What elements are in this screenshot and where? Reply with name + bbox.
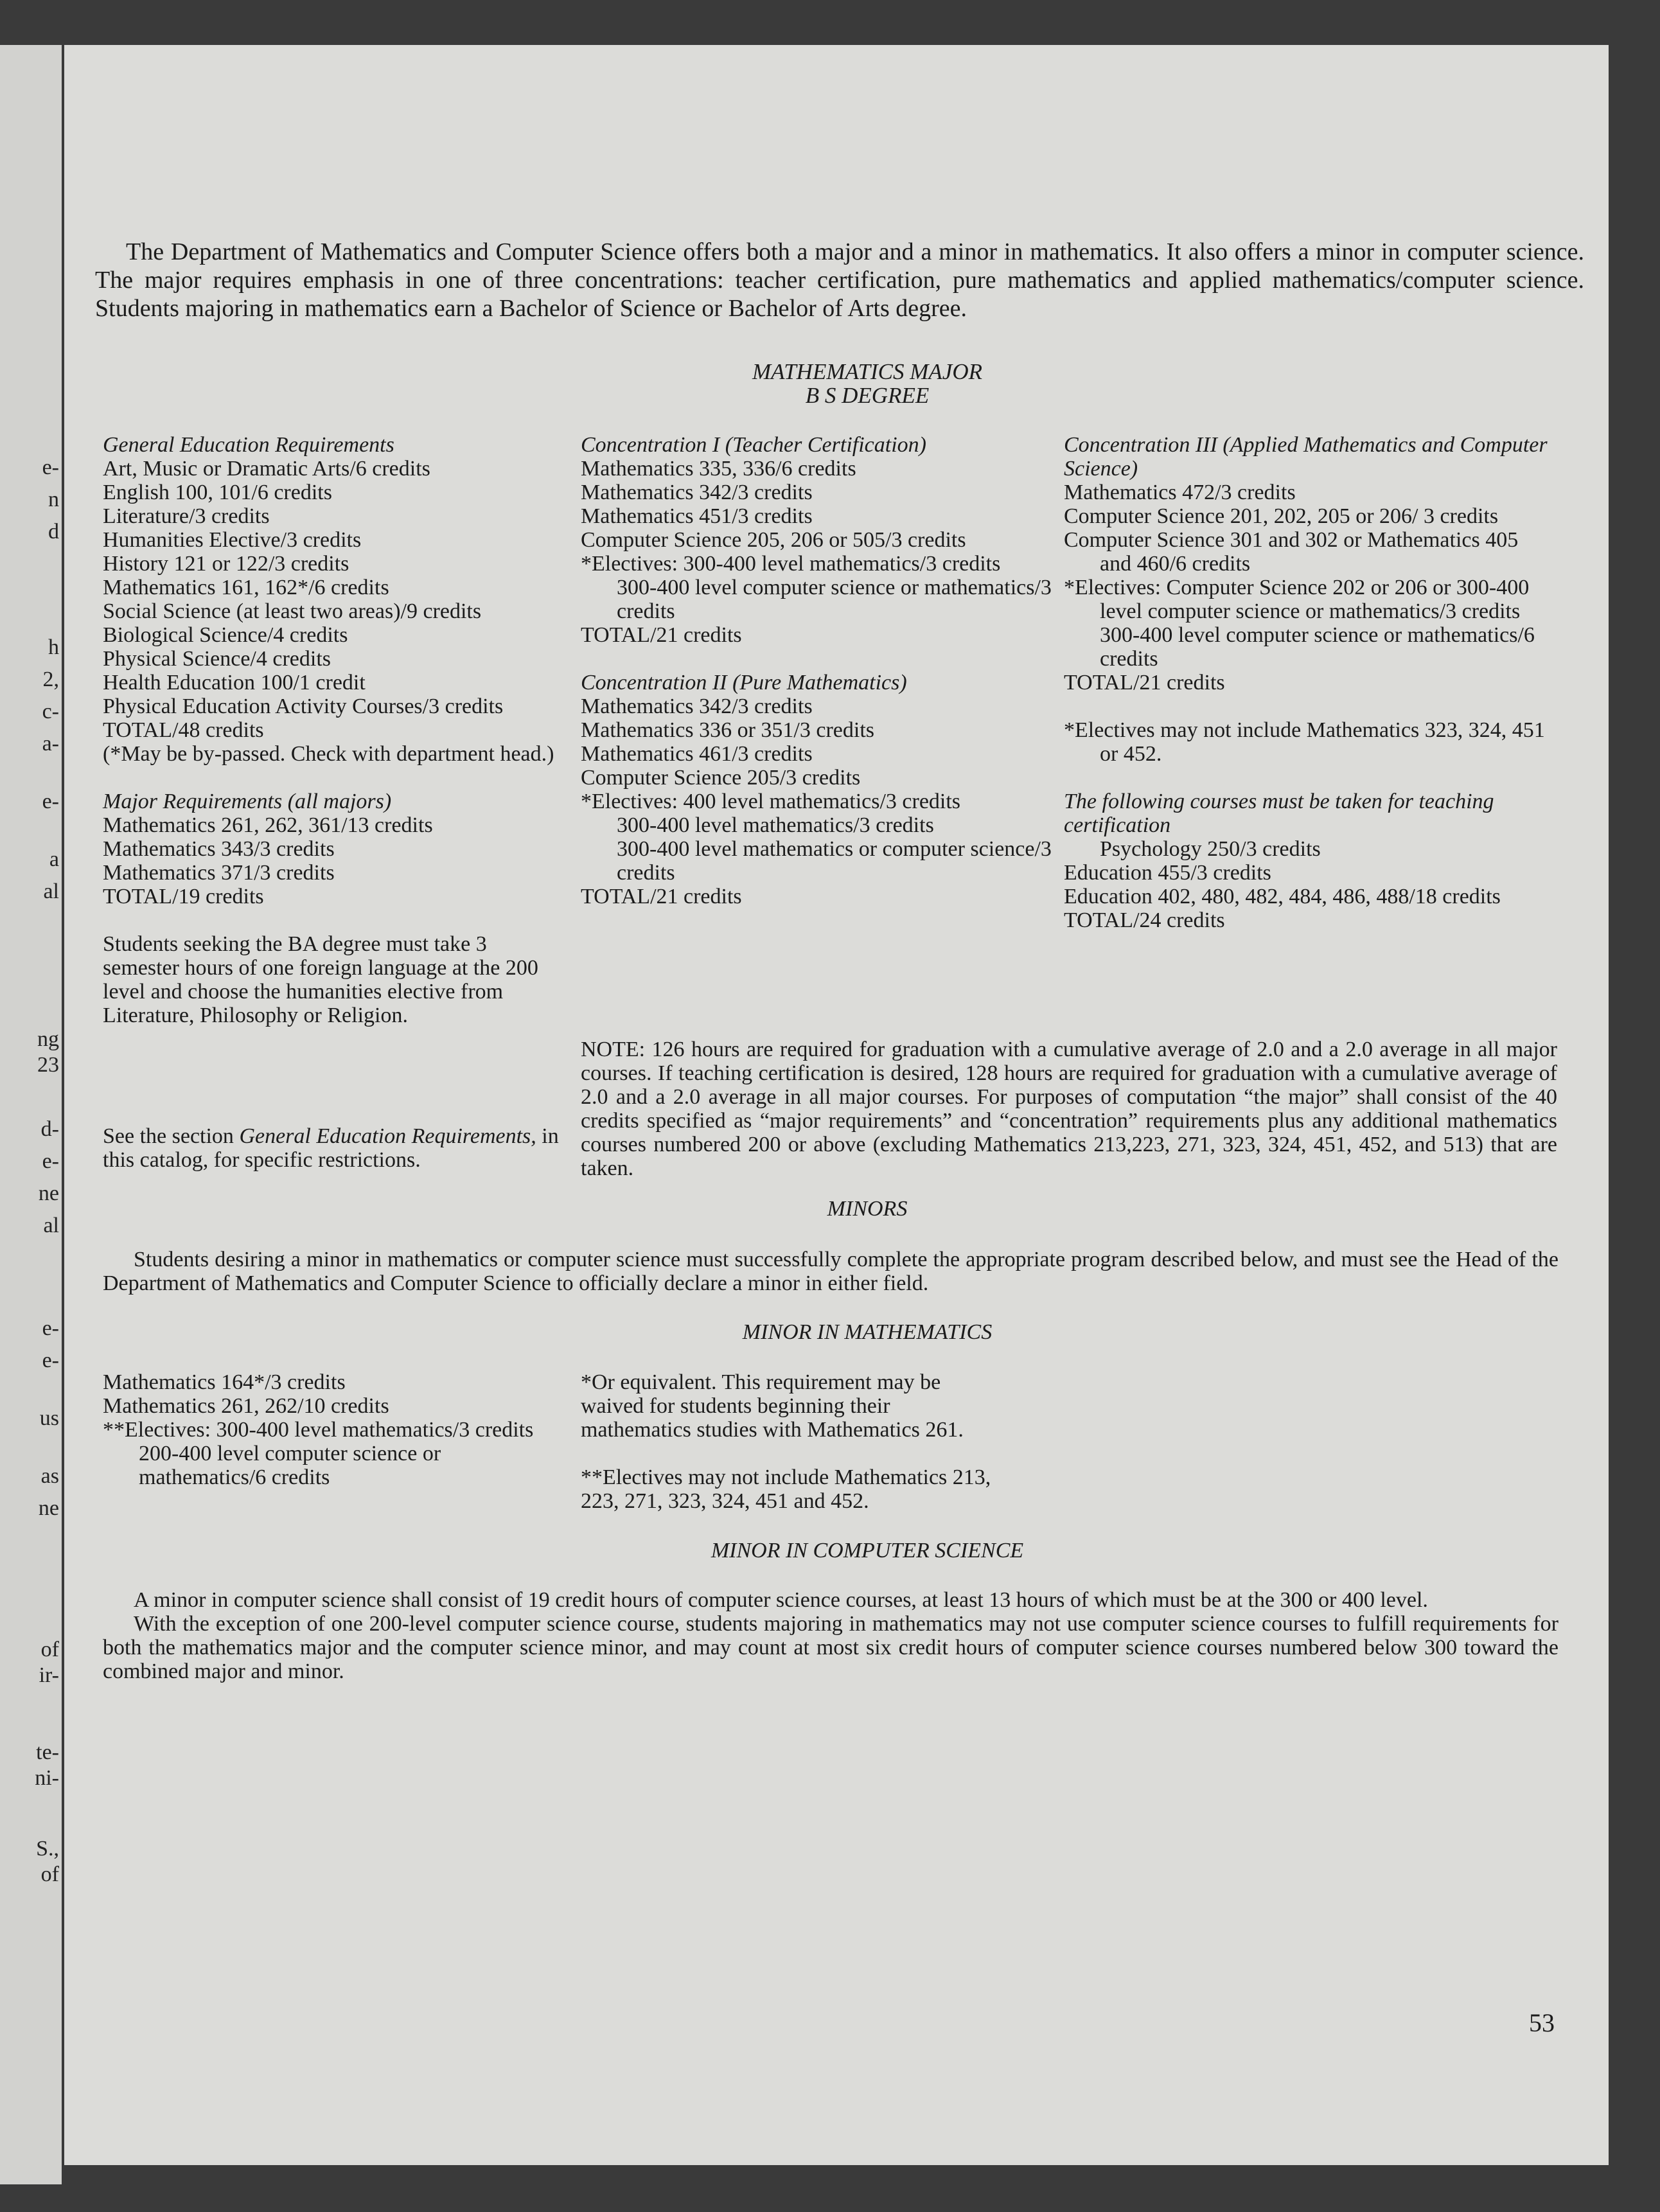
catalog-page	[64, 45, 1609, 2165]
list-item: Mathematics 342/3 credits	[581, 481, 813, 504]
list-item: Mathematics 336 or 351/3 credits	[581, 718, 875, 742]
list-item: English 100, 101/6 credits	[103, 481, 332, 504]
minor-math-notes	[581, 1370, 998, 1513]
list-item: Education 402, 480, 482, 484, 486, 488/18 credits	[1064, 885, 1501, 908]
margin-fragment: h	[48, 635, 59, 659]
list-item: 300-400 level mathematics or computer science/3 credits	[617, 837, 1052, 885]
list-item: 300-400 level computer science or mathematics/6 credits	[1100, 623, 1535, 671]
adjacent-page-edge	[0, 45, 62, 2184]
margin-fragment: ni-	[35, 1766, 59, 1790]
minor-math-requirements	[103, 1370, 565, 1489]
margin-fragment: a-	[42, 732, 59, 756]
list-item: Mathematics 335, 336/6 credits	[581, 457, 856, 481]
list-item: Mathematics 472/3 credits	[1064, 481, 1296, 504]
list-item: 300-400 level computer science or mathematics/3 credits	[617, 576, 1052, 623]
margin-fragment: al	[43, 1214, 59, 1237]
list-item: Mathematics 261, 262/10 credits	[103, 1394, 389, 1418]
list-item: Art, Music or Dramatic Arts/6 credits	[103, 457, 430, 481]
minor-cs-paragraph: With the exception of one 200-level computer science course, students majoring in mathematics may not use computer science courses to fulfill requirements for both the mathematics major and the computer science minor, and may count at most six credit hours of computer science courses numbered below 300 toward the combined major and minor.	[103, 1612, 1558, 1683]
minor-cs-text	[103, 1588, 1558, 1683]
margin-fragment: e-	[42, 456, 59, 479]
list-item: TOTAL/48 credits	[103, 718, 264, 742]
list-item: Psychology 250/3 credits	[1100, 837, 1321, 861]
margin-fragment: e-	[42, 1316, 59, 1340]
section-title: The following courses must be taken for teaching certification	[1064, 790, 1494, 837]
margin-fragment: ng	[37, 1027, 59, 1051]
list-item: Humanities Elective/3 credits	[103, 528, 362, 552]
margin-fragment: S.,	[36, 1837, 59, 1861]
section-title: Concentration II (Pure Mathematics)	[581, 671, 907, 695]
margin-fragment: e-	[42, 1149, 59, 1173]
list-item: Mathematics 451/3 credits	[581, 504, 813, 528]
list-item: Mathematics 461/3 credits	[581, 742, 813, 766]
page-number: 53	[1529, 2008, 1555, 2037]
list-item: *Electives: Computer Science 202 or 206 or 300-400 level computer science or mathematics/3 credits	[1064, 576, 1530, 623]
minor-math-heading: MINOR IN MATHEMATICS	[742, 1320, 993, 1344]
list-item: Computer Science 201, 202, 205 or 206/ 3 credits	[1064, 504, 1499, 528]
list-item: Physical Education Activity Courses/3 credits	[103, 695, 504, 718]
concentration-1	[581, 433, 1063, 908]
minors-heading: MINORS	[827, 1197, 908, 1221]
intro-paragraph: The Department of Mathematics and Computer Science offers both a major and a minor in mathematics. It also offers a minor in computer science. The major requires emphasis in one of three concentrations: teacher certification, pure mathematics and applied mathematics/computer science. Students majoring in mathematics earn a Bachelor of Science or Bachelor of Arts degree.	[95, 238, 1584, 322]
margin-fragment: of	[40, 1638, 59, 1661]
margin-fragment: n	[48, 488, 59, 511]
margin-fragment: ne	[38, 1181, 59, 1205]
list-item: Literature/3 credits	[103, 504, 270, 528]
list-item: Health Education 100/1 credit	[103, 671, 366, 695]
ba-note: Students seeking the BA degree must take 3 semester hours of one foreign language at the 200 level and choose the humanities elective from Literature, Philosophy or Religion.	[103, 932, 538, 1027]
major-heading-line2: B S DEGREE	[805, 383, 930, 408]
margin-fragment: al	[43, 880, 59, 903]
section-title: General Education Requirements	[103, 433, 394, 457]
gen-ed-section	[103, 433, 565, 1027]
graduation-note: NOTE: 126 hours are required for graduation with a cumulative average of 2.0 and a 2.0 average in all major courses. If teaching certification is desired, 128 hours are required for graduation with a cumulative average of 2.0 and a 2.0 average in all major courses. For purposes of computation “the major” shall consist of the 40 credits specified as “major requirements” and “concentration” requirements plus any additional mathematics courses numbered 200 or above (excluding Mathematics 213,223, 271, 323, 324, 451, 452, and 513) that are taken.	[581, 1038, 1557, 1180]
list-item: Computer Science 301 and 302 or Mathematics 405 and 460/6 credits	[1064, 528, 1519, 576]
list-item: Computer Science 205, 206 or 505/3 credits	[581, 528, 966, 552]
margin-fragment: c-	[42, 700, 59, 723]
list-item: Mathematics 161, 162*/6 credits	[103, 576, 389, 599]
section-title: Major Requirements (all majors)	[103, 790, 392, 813]
list-item: TOTAL/21 credits	[581, 885, 742, 908]
margin-fragment: as	[40, 1464, 59, 1488]
electives-note: *Electives may not include Mathematics 323, 324, 451 or 452.	[1064, 718, 1545, 766]
list-item: Mathematics 371/3 credits	[103, 861, 335, 885]
margin-fragment: us	[39, 1406, 59, 1430]
list-item: TOTAL/21 credits	[581, 623, 742, 647]
list-item: Mathematics 343/3 credits	[103, 837, 335, 861]
list-item: Social Science (at least two areas)/9 credits	[103, 599, 482, 623]
margin-fragment: of	[40, 1863, 59, 1886]
list-item: TOTAL/19 credits	[103, 885, 264, 908]
list-item: TOTAL/24 credits	[1064, 908, 1225, 932]
footnote: **Electives may not include Mathematics 213, 223, 271, 323, 324, 451 and 452.	[581, 1465, 991, 1513]
section-reference: General Education Requirements,	[239, 1124, 536, 1148]
list-item: 300-400 level mathematics/3 credits	[617, 813, 934, 837]
section-title: Concentration I (Teacher Certification)	[581, 433, 926, 457]
gen-ed-note: (*May be by-passed. Check with department head.)	[103, 742, 554, 766]
list-item: **Electives: 300-400 level mathematics/3 credits	[103, 1418, 534, 1442]
list-item: Physical Science/4 credits	[103, 647, 331, 671]
margin-fragment: e-	[42, 790, 59, 813]
margin-fragment: d	[48, 520, 59, 544]
list-item: *Electives: 300-400 level mathematics/3 credits	[581, 552, 1001, 576]
margin-fragment: a	[49, 847, 59, 871]
list-item: Mathematics 261, 262, 361/13 credits	[103, 813, 433, 837]
list-item: *Electives: 400 level mathematics/3 credits	[581, 790, 961, 813]
margin-fragment: te-	[36, 1740, 59, 1764]
list-item: History 121 or 122/3 credits	[103, 552, 349, 576]
minor-cs-heading: MINOR IN COMPUTER SCIENCE	[711, 1539, 1024, 1562]
list-item: Computer Science 205/3 credits	[581, 766, 861, 790]
list-item: Education 455/3 credits	[1064, 861, 1271, 885]
margin-fragment: 2,	[42, 668, 59, 691]
major-heading	[578, 360, 1156, 407]
list-item: TOTAL/21 credits	[1064, 671, 1225, 695]
section-title: Concentration III (Applied Mathematics and Computer Science)	[1064, 433, 1548, 481]
see-section-note: See the section General Education Requirements, in this catalog, for specific restrictions.	[103, 1124, 559, 1172]
margin-fragment: ne	[38, 1496, 59, 1520]
minors-intro: Students desiring a minor in mathematics or computer science must successfully complete the appropriate program described below, and must see the Head of the Department of Mathematics and Computer Science to officially declare a minor in either field.	[103, 1248, 1558, 1295]
minor-cs-paragraph: A minor in computer science shall consist of 19 credit hours of computer science courses, at least 13 hours of which must be at the 300 or 400 level.	[134, 1588, 1428, 1612]
list-item: Mathematics 342/3 credits	[581, 695, 813, 718]
list-item: Biological Science/4 credits	[103, 623, 348, 647]
margin-fragment: ir-	[39, 1663, 59, 1687]
margin-fragment: d-	[40, 1117, 59, 1141]
margin-fragment: e-	[42, 1349, 59, 1372]
margin-fragment: 23	[37, 1053, 59, 1077]
list-item: 200-400 level computer science or mathematics/6 credits	[139, 1442, 441, 1489]
footnote: *Or equivalent. This requirement may be waived for students beginning their mathematics studies with Mathematics 261.	[581, 1370, 964, 1442]
major-heading-line1: MATHEMATICS MAJOR	[752, 359, 983, 384]
concentration-3	[1064, 433, 1552, 932]
list-item: Mathematics 164*/3 credits	[103, 1370, 346, 1394]
